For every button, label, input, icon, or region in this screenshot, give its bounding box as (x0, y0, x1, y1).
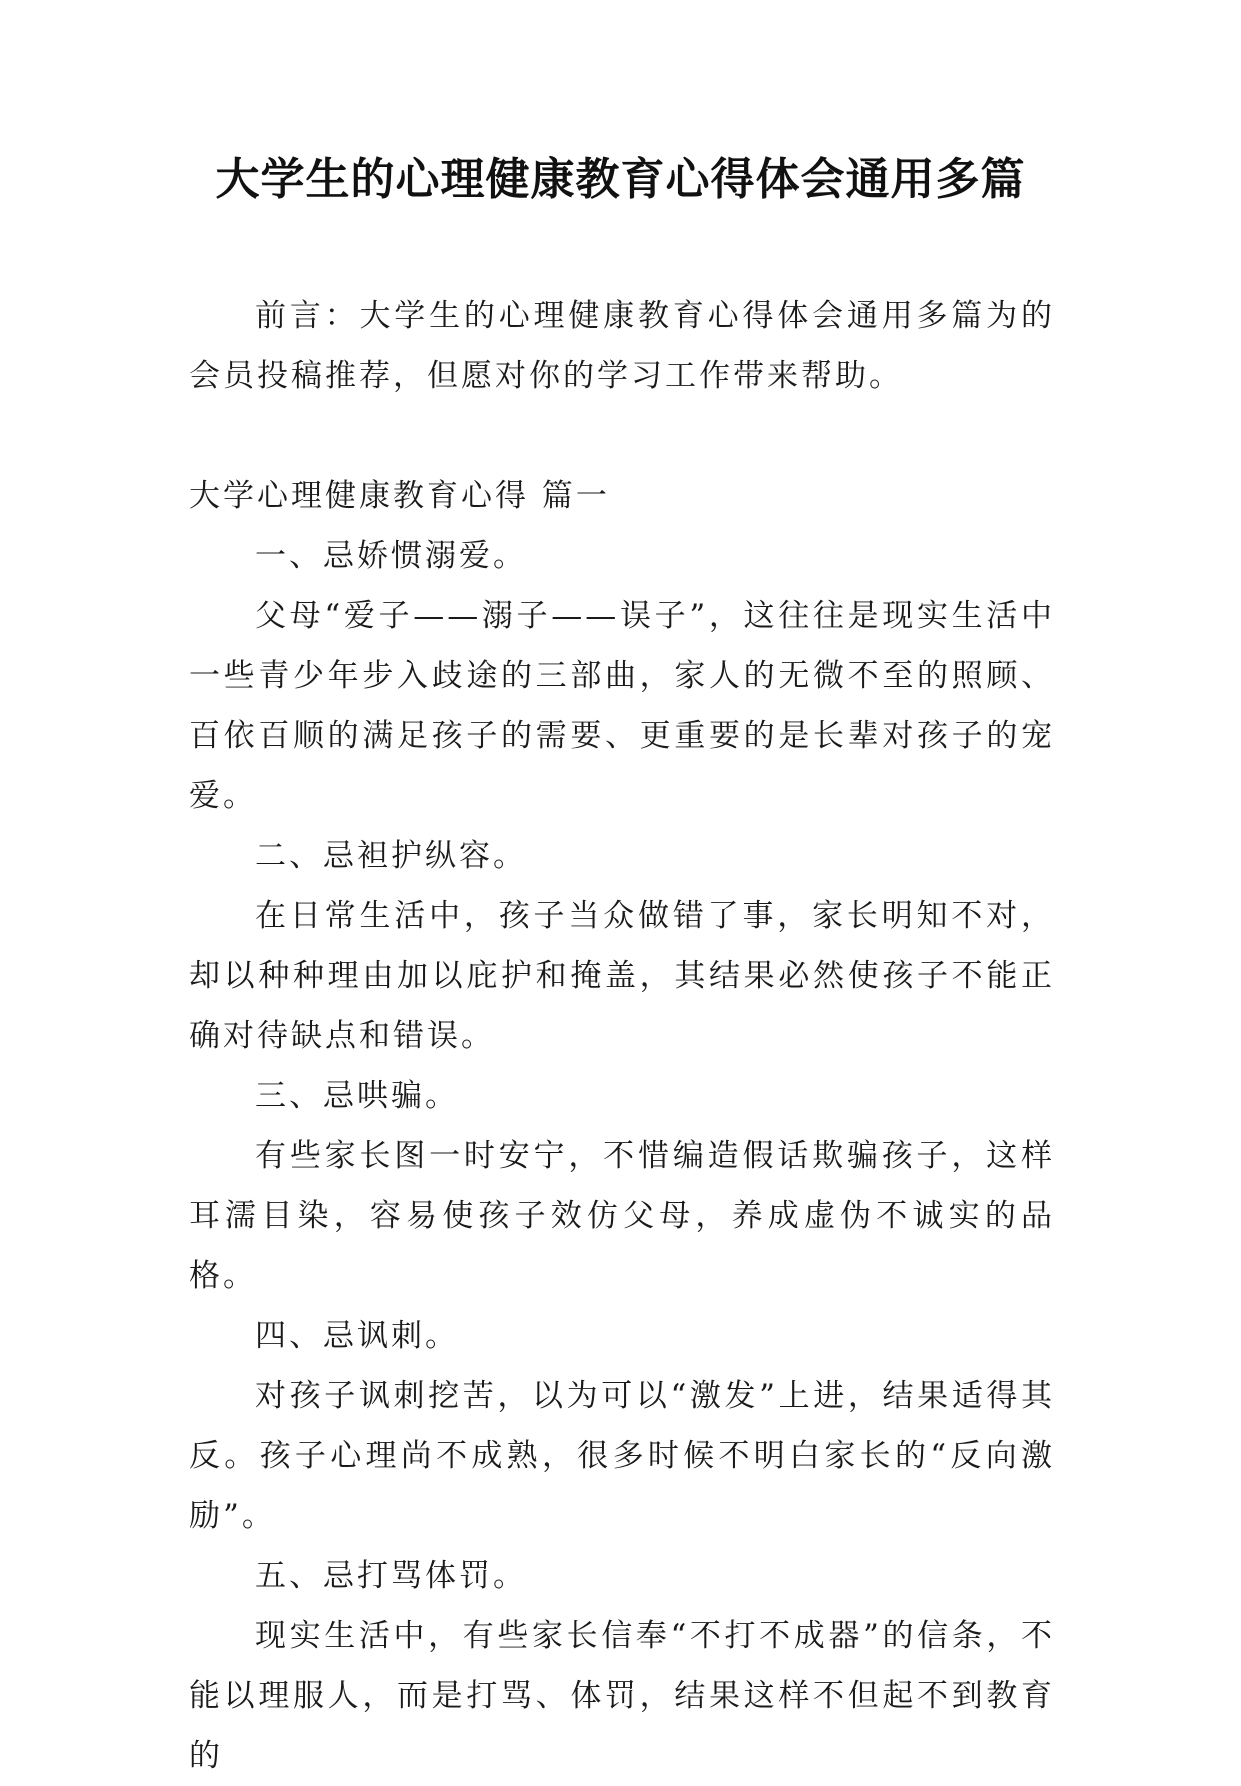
item-paragraph: 有些家长图一时安宁，不惜编造假话欺骗孩子，这样耳濡目染，容易使孩子效仿父母，养成虚伪不诚实的品格。 (189, 1138, 1055, 1294)
item-paragraph: 现实生活中，有些家长信奉“不打不成器”的信条，不能以理服人，而是打骂、体罚，结果这样不但起不到教育的 (189, 1618, 1055, 1774)
document-body (189, 286, 1055, 1786)
item-paragraph: 父母“爱子——溺子——误子”，这往往是现实生活中一些青少年步入歧途的三部曲，家人的无微不至的照顾、百依百顺的满足孩子的需要、更重要的是长辈对孩子的宠爱。 (189, 598, 1055, 814)
item-heading: 四、忌讽刺。 (255, 1318, 459, 1354)
item-heading: 三、忌哄骗。 (255, 1078, 459, 1114)
page-title: 大学生的心理健康教育心得体会通用多篇 (215, 154, 1026, 205)
item-heading: 五、忌打骂体罚。 (255, 1558, 527, 1594)
section-heading: 大学心理健康教育心得 篇一 (189, 478, 610, 514)
item-paragraph: 在日常生活中，孩子当众做错了事，家长明知不对，却以种种理由加以庇护和掩盖，其结果必然使孩子不能正确对待缺点和错误。 (189, 898, 1055, 1054)
paragraph-gap (189, 406, 1055, 466)
item-heading: 一、忌娇惯溺爱。 (255, 538, 527, 574)
item-heading: 二、忌袒护纵容。 (255, 838, 527, 874)
preface-paragraph: 前言：大学生的心理健康教育心得体会通用多篇为的会员投稿推荐，但愿对你的学习工作带来帮助。 (189, 298, 1055, 394)
item-paragraph: 对孩子讽刺挖苦，以为可以“激发”上进，结果适得其反。孩子心理尚不成熟，很多时候不明白家长的“反向激励”。 (189, 1378, 1055, 1534)
